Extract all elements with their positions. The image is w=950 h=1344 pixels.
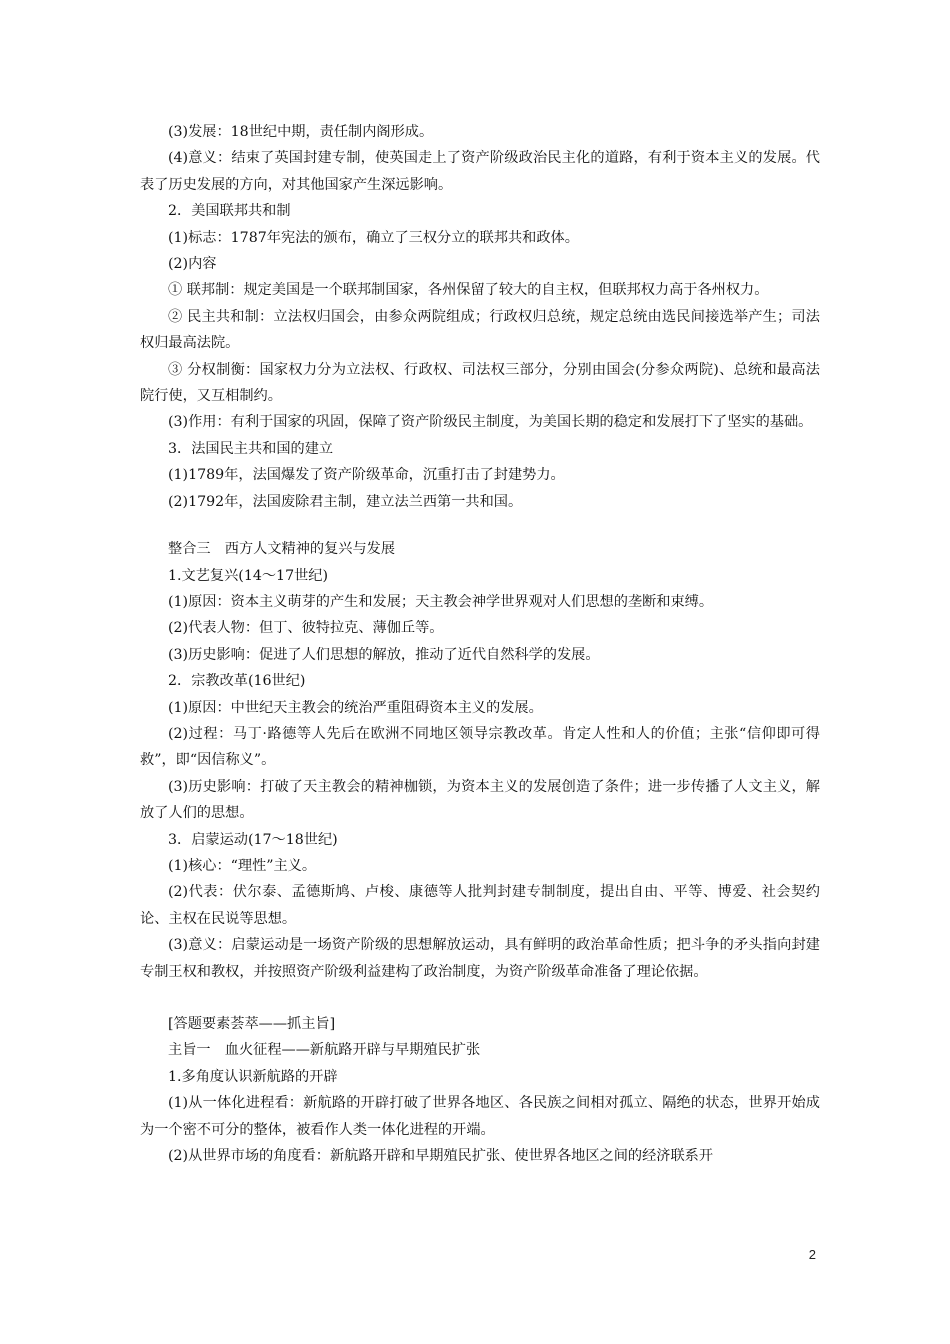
section-block-2	[140, 536, 820, 985]
paragraph: (1)标志：1787年宪法的颁布，确立了三权分立的联邦共和政体。	[168, 229, 579, 246]
paragraph: (1)原因：资本主义萌芽的产生和发展；天主教会神学世界观对人们思想的垄断和束缚。	[168, 593, 714, 610]
subheading: 3．法国民主共和国的建立	[168, 440, 334, 457]
paragraph: (2)过程：马丁·路德等人先后在欧洲不同地区领导宗教改革。肯定人性和人的价值；主张“信仰即可得救”，即“因信称义”。	[140, 725, 820, 769]
paragraph: (1)核心：“理性”主义。	[168, 857, 317, 874]
paragraph: (1)原因：中世纪天主教会的统治严重阻碍资本主义的发展。	[168, 699, 543, 716]
section-heading: 整合三 西方人文精神的复兴与发展	[168, 541, 396, 558]
paragraph: (3)历史影响：促进了人们思想的解放，推动了近代自然科学的发展。	[168, 646, 600, 663]
subheading: 3．启蒙运动(17～18世纪)	[168, 831, 338, 848]
spacer	[140, 515, 820, 536]
paragraph: ① 联邦制：规定美国是一个联邦制国家，各州保留了较大的自主权，但联邦权力高于各州权力。	[168, 282, 769, 299]
paragraph: (2)1792年，法国废除君主制，建立法兰西第一共和国。	[168, 493, 523, 510]
paragraph: (2)内容	[168, 256, 217, 273]
paragraph: (3)作用：有利于国家的巩固，保障了资产阶级民主制度，为美国长期的稳定和发展打下了坚实的基础。	[168, 414, 813, 431]
subheading: 2．美国联邦共和制	[168, 203, 291, 220]
paragraph: (4)意义：结束了英国封建专制，使英国走上了资产阶级政治民主化的道路，有利于资本主义的发展。代表了历史发展的方向，对其他国家产生深远影响。	[140, 150, 820, 193]
paragraph: (1)1789年，法国爆发了资产阶级革命，沉重打击了封建势力。	[168, 467, 565, 484]
paragraph: (3)发展：18世纪中期，责任制内阁形成。	[168, 124, 434, 140]
paragraph: (2)从世界市场的角度看：新航路开辟和早期殖民扩张、使世界各地区之间的经济联系开	[168, 1148, 714, 1165]
paragraph: (2)代表：伏尔泰、孟德斯鸠、卢梭、康德等人批判封建专制制度，提出自由、平等、博爱、社会契约论、主权在民说等思想。	[140, 884, 820, 927]
subheading: 1.文艺复兴(14～17世纪)	[168, 567, 329, 584]
subheading: 1.多角度认识新航路的开辟	[168, 1068, 338, 1085]
paragraph: (3)历史影响：打破了天主教会的精神枷锁，为资本主义的发展创造了条件；进一步传播了人文主义，解放了人们的思想。	[140, 778, 820, 822]
paragraph: (2)代表人物：但丁、彼特拉克、薄伽丘等。	[168, 620, 444, 637]
subheading: 2．宗教改革(16世纪)	[168, 673, 306, 690]
paragraph: (3)意义：启蒙运动是一场资产阶级的思想解放运动，具有鲜明的政治革命性质；把斗争的矛头指向封建专制王权和教权，并按照资产阶级利益建构了政治制度，为资产阶级革命准备了理论依据。	[140, 937, 820, 980]
paragraph: ② 民主共和制：立法权归国会，由参众两院组成；行政权归总统，规定总统由选民间接选举产生；司法权归最高法院。	[140, 308, 820, 352]
page-body	[140, 119, 820, 1169]
section-heading: 主旨一 血火征程——新航路开辟与早期殖民扩张	[168, 1042, 481, 1059]
section-block-3	[140, 1011, 820, 1169]
page-number: 2	[808, 1247, 816, 1262]
paragraph: ③ 分权制衡：国家权力分为立法权、行政权、司法权三部分，分别由国会(分参众两院)、总统和最高法院行使，又互相制约。	[140, 361, 820, 405]
spacer	[140, 985, 820, 1011]
section-heading: [答题要素荟萃——抓主旨]	[168, 1016, 336, 1032]
section-block-1	[140, 119, 820, 515]
paragraph: (1)从一体化进程看：新航路的开辟打破了世界各地区、各民族之间相对孤立、隔绝的状态，世界开始成为一个密不可分的整体，被看作人类一体化进程的开端。	[140, 1095, 820, 1138]
